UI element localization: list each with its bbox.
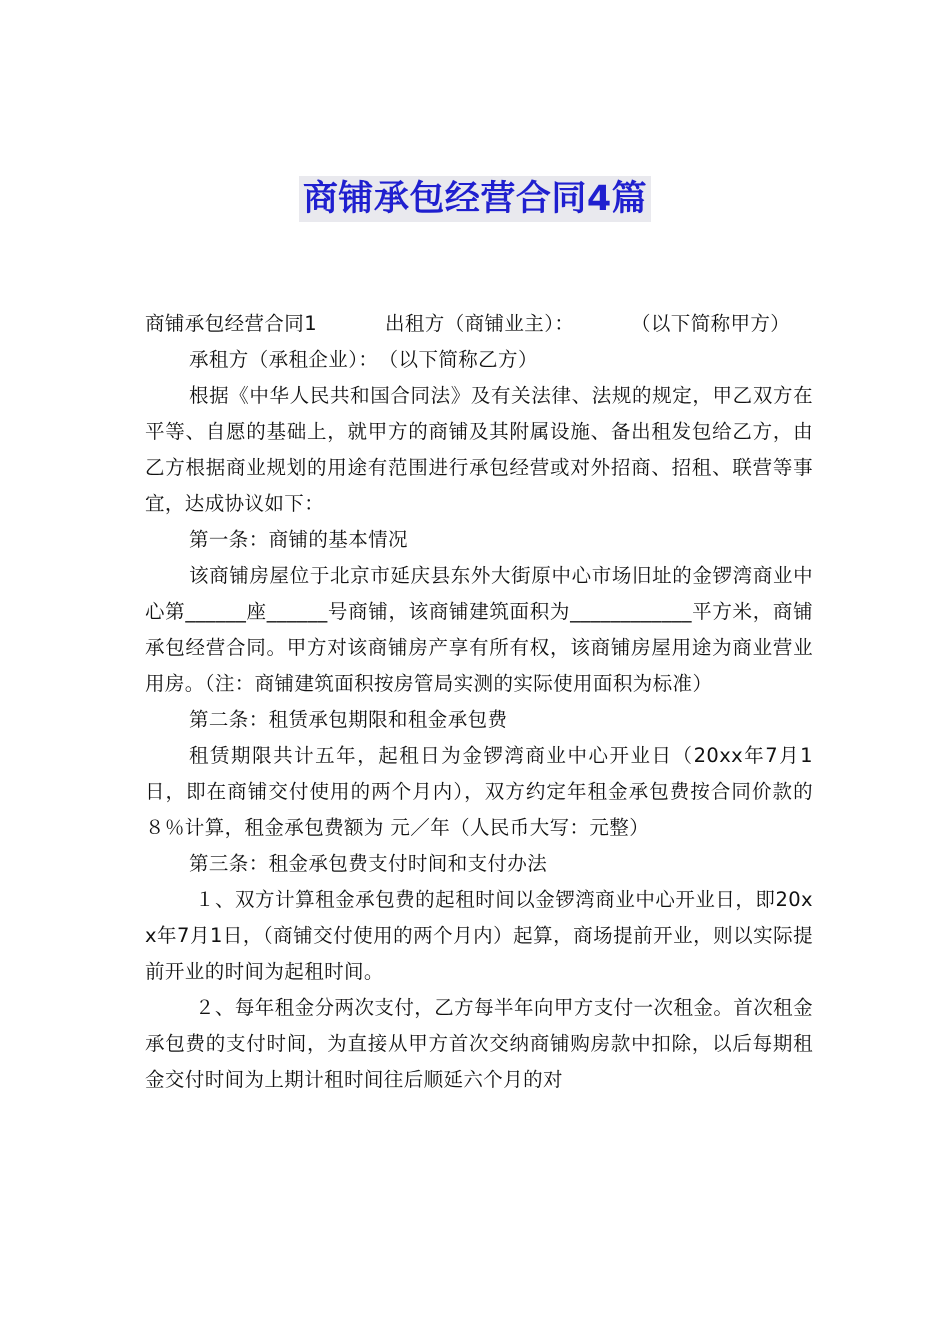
article-3-item-2: ２、每年租金分两次支付，乙方每半年向甲方支付一次租金。首次租金承包费的支付时间，为直接从甲方首次交纳商铺购房款中扣除，以后每期租金交付时间为上期计租时间往后顺延六个月的对 [145,996,813,1091]
contract-heading: 商铺承包经营合同1 [145,312,318,335]
article-3-item-1: １、双方计算租金承包费的起租时间以金锣湾商业中心开业日，即20xx年7月1日，（商铺交付使用的两个月内）起算，商场提前开业，则以实际提前开业的时间为起租时间。 [145,888,813,983]
lessee-paragraph: 承租方（承租企业）： （以下简称乙方） [189,348,538,371]
article-2-paragraph: 租赁期限共计五年，起租日为金锣湾商业中心开业日（20xx年7月1日，即在商铺交付使用的两个月内），双方约定年租金承包费按合同价款的８％计算，租金承包费额为 元／年（人民币大写：元整） [145,744,813,839]
lessor-note: （以下简称甲方） [631,312,791,335]
intro-paragraph: 根据《中华人民共和国合同法》及有关法律、法规的规定，甲乙双方在平等、自愿的基础上，就甲方的商铺及其附属设施、备出租发包给乙方，由乙方根据商业规划的用途有范围进行承包经营或对外招商、招租、联营等事宜，达成协议如下： [145,384,813,515]
title-container [0,176,950,222]
article-1-paragraph: 该商铺房屋位于北京市延庆县东外大街原中心市场旧址的金锣湾商业中心第______座______号商铺，该商铺建筑面积为____________平方米，商铺承包经营合同。甲方对该商铺房产享有所有权，该商铺房屋用途为商业营业用房。（注：商铺建筑面积按房管局实测的实际使用面积为标准） [145,564,813,695]
article-3-heading: 第三条：租金承包费支付时间和支付办法 [189,852,548,875]
document-body [145,306,813,1098]
article-1-heading: 第一条：商铺的基本情况 [189,528,408,551]
first-line [145,306,813,342]
document-title: 商铺承包经营合同4篇 [299,176,651,222]
article-2-heading: 第二条：租赁承包期限和租金承包费 [189,708,508,731]
lessor-label: 出租方（商铺业主）： [385,312,575,335]
